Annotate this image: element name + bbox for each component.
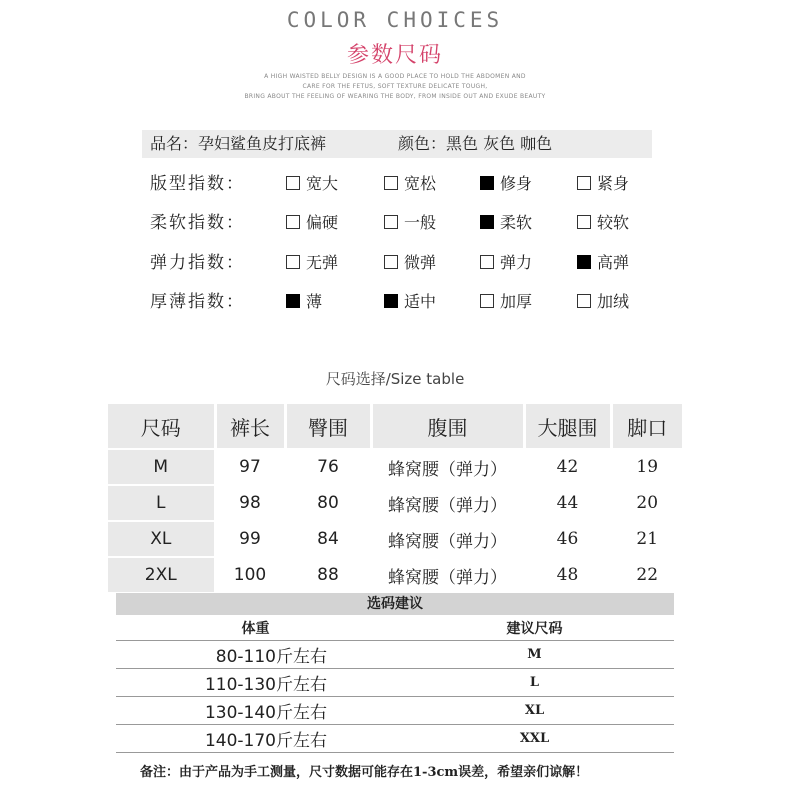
recommend-row bbox=[116, 669, 674, 697]
option-label: 薄 bbox=[306, 292, 323, 311]
size-table-cell: 22 bbox=[611, 557, 682, 592]
size-cell: L bbox=[395, 669, 674, 697]
option-label: 宽大 bbox=[306, 174, 339, 193]
tagline-line: CARE FOR THE FETUS, SOFT TEXTURE DELICATE TOUGH, bbox=[302, 83, 488, 90]
option-label: 偏硬 bbox=[306, 213, 339, 232]
size-table-row bbox=[108, 557, 682, 592]
size-table-cell: 42 bbox=[524, 449, 611, 485]
checked-box-icon bbox=[577, 255, 591, 269]
option-label: 微弹 bbox=[404, 253, 437, 272]
weight-cell: 130-140斤左右 bbox=[116, 697, 395, 725]
index-option bbox=[480, 251, 532, 275]
header-cell: 裤长 bbox=[215, 404, 285, 449]
empty-box-icon bbox=[384, 176, 398, 190]
size-cell: M bbox=[395, 641, 674, 669]
product-name: 品名：孕妇鲨鱼皮打底裤 bbox=[150, 134, 327, 153]
size-table-cell: 100 bbox=[215, 557, 285, 592]
option-label: 宽松 bbox=[404, 174, 437, 193]
checked-box-icon bbox=[480, 215, 494, 229]
size-table-header-row bbox=[108, 404, 682, 449]
index-title: 厚薄指数： bbox=[150, 292, 245, 312]
empty-box-icon bbox=[480, 255, 494, 269]
size-table-cell: XL bbox=[108, 521, 215, 557]
size-table-cell: L bbox=[108, 485, 215, 521]
index-option bbox=[480, 290, 532, 314]
header-cell: 建议尺码 bbox=[395, 616, 674, 641]
size-table bbox=[108, 404, 682, 592]
size-table-cell: 99 bbox=[215, 521, 285, 557]
header-cell: 尺码 bbox=[108, 404, 215, 449]
empty-box-icon bbox=[286, 255, 300, 269]
header-cell: 大腿围 bbox=[524, 404, 611, 449]
index-option bbox=[577, 251, 629, 275]
size-table-row bbox=[108, 449, 682, 485]
option-label: 高弹 bbox=[597, 253, 630, 272]
header-title-en: COLOR CHOICES bbox=[286, 8, 504, 32]
size-table-cell: 20 bbox=[611, 485, 682, 521]
header-title-cn: 参数尺码 bbox=[346, 43, 443, 68]
size-table-cell: 19 bbox=[611, 449, 682, 485]
header-cell: 腹围 bbox=[371, 404, 524, 449]
size-table-cell: 蜂窝腰（弹力） bbox=[371, 485, 524, 521]
empty-box-icon bbox=[577, 294, 591, 308]
tagline-line: BRING ABOUT THE FEELING OF WEARING THE BODY, FROM INSIDE OUT AND EXUDE BEAUTY bbox=[244, 93, 546, 100]
size-table-cell: 48 bbox=[524, 557, 611, 592]
size-table-cell: 46 bbox=[524, 521, 611, 557]
recommend-row bbox=[116, 641, 674, 669]
index-option bbox=[577, 172, 629, 196]
option-label: 无弹 bbox=[306, 253, 339, 272]
size-table-row bbox=[108, 521, 682, 557]
size-table-cell: 蜂窝腰（弹力） bbox=[371, 557, 524, 592]
size-table-cell: 76 bbox=[285, 449, 371, 485]
option-label: 修身 bbox=[500, 174, 533, 193]
size-table-cell: 97 bbox=[215, 449, 285, 485]
empty-box-icon bbox=[577, 176, 591, 190]
header-tagline bbox=[0, 72, 790, 102]
option-label: 适中 bbox=[404, 292, 437, 311]
header-cell: 臀围 bbox=[285, 404, 371, 449]
size-table-cell: 80 bbox=[285, 485, 371, 521]
recommend-row bbox=[116, 725, 674, 753]
product-info-bar bbox=[142, 130, 652, 158]
option-label: 弹力 bbox=[500, 253, 533, 272]
size-table-cell: M bbox=[108, 449, 215, 485]
index-option bbox=[384, 211, 436, 235]
footnote: 备注：由于产品为手工测量，尺寸数据可能存在1-3cm误差，希望亲们谅解！ bbox=[140, 765, 589, 780]
index-option bbox=[577, 211, 629, 235]
empty-box-icon bbox=[286, 176, 300, 190]
size-table-cell: 88 bbox=[285, 557, 371, 592]
size-table-cell: 蜂窝腰（弹力） bbox=[371, 449, 524, 485]
size-table-cell: 蜂窝腰（弹力） bbox=[371, 521, 524, 557]
option-label: 较软 bbox=[597, 213, 630, 232]
index-option bbox=[286, 251, 338, 275]
size-cell: XXL bbox=[395, 725, 674, 753]
weight-cell: 80-110斤左右 bbox=[116, 641, 395, 669]
size-table-cell: 21 bbox=[611, 521, 682, 557]
size-table-caption: 尺码选择/Size table bbox=[325, 370, 465, 388]
empty-box-icon bbox=[286, 215, 300, 229]
index-title: 柔软指数： bbox=[150, 213, 245, 233]
index-option bbox=[286, 290, 322, 314]
option-label: 紧身 bbox=[597, 174, 630, 193]
empty-box-icon bbox=[480, 294, 494, 308]
index-option bbox=[384, 251, 436, 275]
header-cell: 脚口 bbox=[611, 404, 682, 449]
weight-cell: 110-130斤左右 bbox=[116, 669, 395, 697]
recommend-title: 选码建议 bbox=[116, 593, 674, 615]
option-label: 加绒 bbox=[597, 292, 630, 311]
index-title: 弹力指数： bbox=[150, 253, 245, 273]
weight-cell: 140-170斤左右 bbox=[116, 725, 395, 753]
recommend-row bbox=[116, 697, 674, 725]
index-option bbox=[480, 211, 532, 235]
size-cell: XL bbox=[395, 697, 674, 725]
recommend-header-row bbox=[116, 616, 674, 641]
empty-box-icon bbox=[384, 255, 398, 269]
index-option bbox=[286, 172, 338, 196]
header-cell: 体重 bbox=[116, 616, 395, 641]
index-option bbox=[384, 172, 436, 196]
recommend-table bbox=[116, 616, 674, 753]
size-table-cell: 84 bbox=[285, 521, 371, 557]
checked-box-icon bbox=[480, 176, 494, 190]
product-color: 颜色：黑色 灰色 咖色 bbox=[398, 134, 553, 153]
option-label: 加厚 bbox=[500, 292, 533, 311]
tagline-line: A HIGH WAISTED BELLY DESIGN IS A GOOD PLACE TO HOLD THE ABDOMEN AND bbox=[264, 73, 526, 80]
checked-box-icon bbox=[286, 294, 300, 308]
checked-box-icon bbox=[384, 294, 398, 308]
option-label: 一般 bbox=[404, 213, 437, 232]
index-option bbox=[286, 211, 338, 235]
empty-box-icon bbox=[384, 215, 398, 229]
option-label: 柔软 bbox=[500, 213, 533, 232]
index-option bbox=[577, 290, 629, 314]
index-option bbox=[384, 290, 436, 314]
size-table-cell: 2XL bbox=[108, 557, 215, 592]
empty-box-icon bbox=[577, 215, 591, 229]
size-table-cell: 98 bbox=[215, 485, 285, 521]
size-table-row bbox=[108, 485, 682, 521]
size-table-cell: 44 bbox=[524, 485, 611, 521]
index-title: 版型指数： bbox=[150, 174, 245, 194]
index-option bbox=[480, 172, 532, 196]
